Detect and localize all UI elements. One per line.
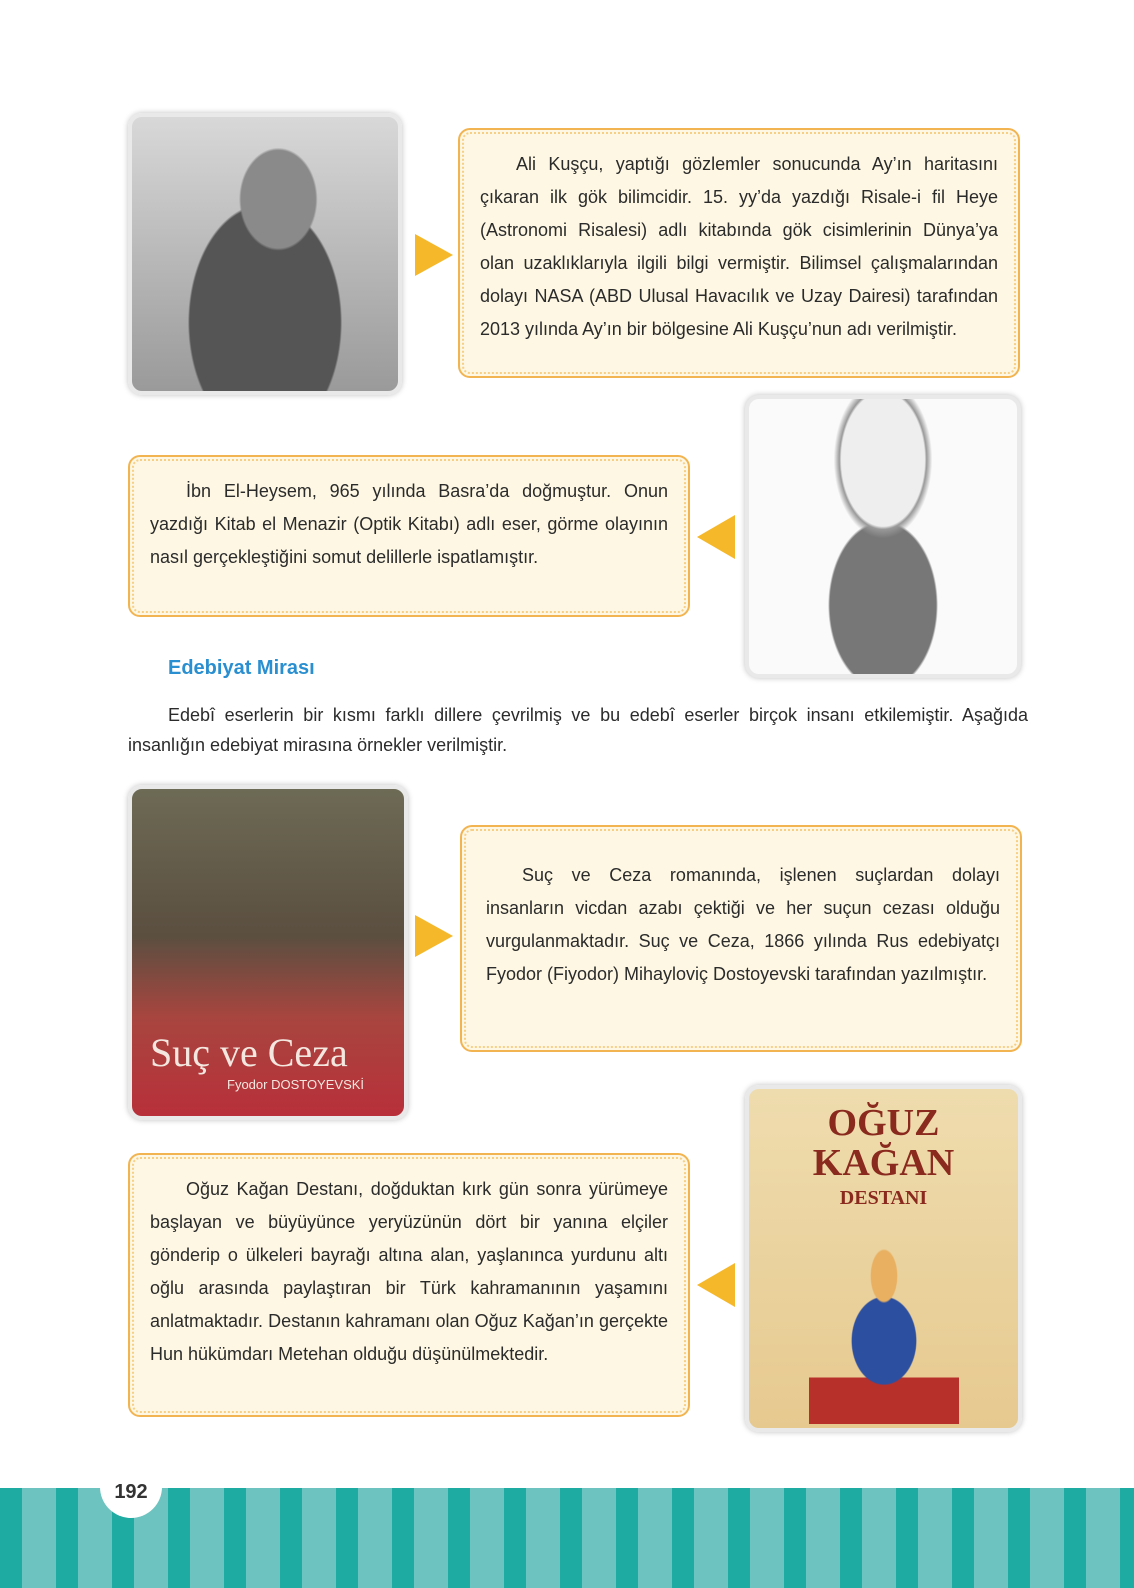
khan-illustration	[809, 1239, 959, 1424]
oguz-kagan-text: Oğuz Kağan Destanı, doğduktan kırk gün sonra yürümeye başlayan ve büyüyünce yeryüzünün dört bir yanına elçiler gönderip o ülkeleri bayrağı altına alan, yaşlanınca yurdunu altı oğlu arasında paylaştıran bir Türk kahramanının yaşamını anlatmaktadır. Destanın kahramanı olan Oğuz Kağan’ın gerçekte Hun hükümdarı Metehan olduğu düşünülmektedir.	[150, 1179, 668, 1364]
oguz-kagan-cover	[745, 1085, 1022, 1432]
ibn-heysem-info-box	[128, 455, 690, 617]
footer-stripes	[0, 1488, 1134, 1588]
arrow-right-icon	[415, 915, 453, 957]
cover-title-line3: DESTANI	[839, 1187, 928, 1209]
arrow-left-icon	[697, 515, 735, 559]
suc-ve-ceza-cover	[128, 785, 408, 1120]
ibn-heysem-portrait	[745, 395, 1021, 678]
section-heading: Edebiyat Mirası	[168, 657, 315, 679]
suc-ve-ceza-info-box	[460, 825, 1022, 1052]
ali-kuscu-text: Ali Kuşçu, yaptığı gözlemler sonucunda Ay’ın haritasını çıkaran ilk gök bilimcidir. 15. yy’da yazdığı Risale-i fil Heye (Astronomi Risalesi) adlı kitabında gök cisimlerinin Dünya’ya olan uzaklıklarıyla ilgili bilgi vermiştir. Bilimsel çalışmalarından dolayı NASA (ABD Ulusal Havacılık ve Uzay Dairesi) tarafından 2013 yılında Ay’ın bir bölgesine Ali Kuşçu’nun adı verilmiştir.	[480, 154, 998, 339]
ali-kuscu-portrait	[128, 113, 402, 395]
cover-title-line1: OĞUZ	[827, 1102, 940, 1144]
page-number: 192	[100, 1470, 162, 1518]
ibn-heysem-text: İbn El-Heysem, 965 yılında Basra’da doğmuştur. Onun yazdığı Kitab el Menazir (Optik Kitabı) adlı eser, görme olayının nasıl gerçekleştiğini somut delillerle ispatlamıştır.	[150, 481, 668, 567]
ali-kuscu-info-box	[458, 128, 1020, 378]
section-intro: Edebî eserlerin bir kısmı farklı dillere çevrilmiş ve bu edebî eserler birçok insanı etkilemiştir. Aşağıda insanlığın edebiyat mirasına örnekler verilmiştir.	[128, 705, 1028, 755]
cover-title-line2: KAĞAN	[812, 1142, 955, 1184]
cover-author: Fyodor DOSTOYEVSKİ	[227, 1077, 365, 1092]
oguz-kagan-info-box	[128, 1153, 690, 1417]
cover-title: Suç ve Ceza	[150, 1030, 348, 1075]
suc-ve-ceza-text: Suç ve Ceza romanında, işlenen suçlardan dolayı insanların vicdan azabı çektiği ve her suçun cezası olduğu vurgulanmaktadır. Suç ve Ceza, 1866 yılında Rus edebiyatçı Fyodor (Fiyodor) Mihayloviç Dostoyevski tarafından yazılmıştır.	[486, 865, 1000, 984]
arrow-left-icon	[697, 1263, 735, 1307]
arrow-right-icon	[415, 234, 453, 276]
